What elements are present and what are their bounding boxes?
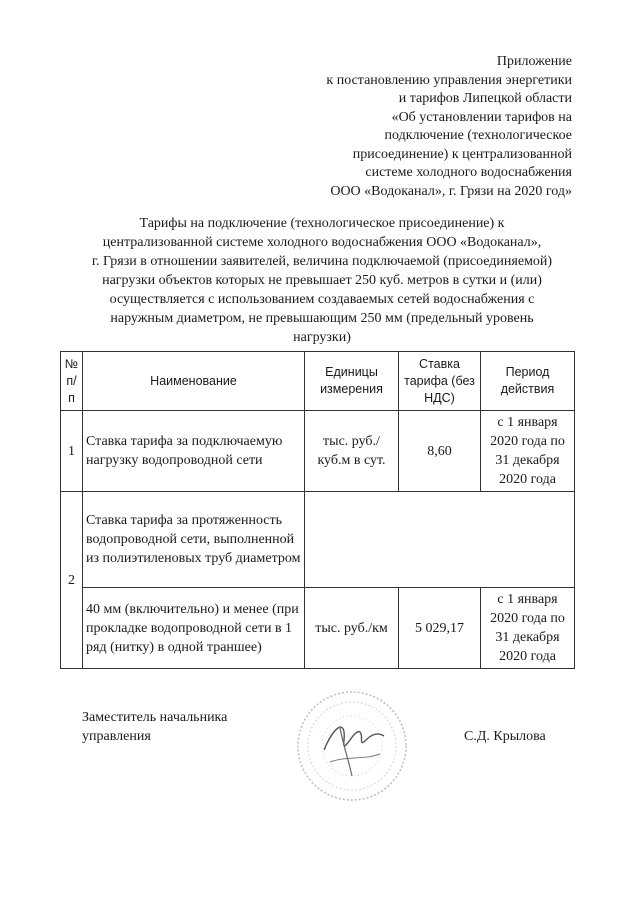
header-name: Наименование — [83, 352, 305, 411]
title-line: наружным диаметром, не превышающим 250 мм (предельный уровень — [110, 311, 534, 326]
signatory-name: С.Д. Крылова — [464, 729, 546, 744]
signatory-position — [82, 708, 227, 746]
table-row — [61, 492, 575, 588]
header-unit: Единицы измерения — [305, 352, 399, 411]
row2a-name: 40 мм (включительно) и менее (при прокладке водопроводной сети в 1 ряд (нитку) в одной траншее) — [83, 588, 305, 669]
appendix-header — [272, 53, 572, 201]
title-line: осуществляется с использованием создаваемых сетей водоснабжения с — [109, 292, 535, 307]
header-rate: Ставка тарифа (без НДС) — [399, 352, 481, 411]
appendix-line: «Об установлении тарифов на — [391, 109, 572, 125]
appendix-line: к постановлению управления энергетики — [326, 72, 572, 88]
row2a-unit: тыс. руб./км — [305, 588, 399, 669]
row2-name: Ставка тарифа за протяженность водопроводной сети, выполненной из полиэтиленовых труб диаметром — [83, 492, 305, 588]
appendix-line: присоединение) к централизованной — [352, 146, 572, 162]
title-line: нагрузки объектов которых не превышает 250 куб. метров в сутки и (или) — [102, 273, 542, 288]
title-line: нагрузки) — [293, 330, 351, 345]
title-line: г. Грязи в отношении заявителей, величина подключаемой (присоединяемой) — [91, 254, 553, 269]
row1-period: с 1 января 2020 года по 31 декабря 2020 года — [481, 411, 575, 492]
row1-rate: 8,60 — [399, 411, 481, 492]
appendix-line: Приложение — [496, 54, 572, 69]
document-title — [62, 214, 582, 347]
header-num: № п/п — [61, 352, 83, 411]
header-period: Период действия — [481, 352, 575, 411]
row2-empty-cell — [305, 492, 575, 588]
appendix-line: и тарифов Липецкой области — [398, 91, 572, 106]
tariff-table — [60, 351, 575, 669]
row1-name: Ставка тарифа за подключаемую нагрузку водопроводной сети — [83, 411, 305, 492]
position-line: управления — [82, 729, 151, 744]
title-line: Тарифы на подключение (технологическое присоединение) к — [139, 216, 505, 231]
row2a-period: с 1 января 2020 года по 31 декабря 2020 года — [481, 588, 575, 669]
appendix-line: ООО «Водоканал», г. Грязи на 2020 год» — [330, 183, 572, 199]
table-header-row — [61, 352, 575, 411]
table-row — [61, 411, 575, 492]
row1-num: 1 — [61, 411, 83, 492]
row1-unit: тыс. руб./ куб.м в сут. — [305, 411, 399, 492]
position-line: Заместитель начальника — [82, 710, 228, 725]
seal-stamp-with-signature-icon — [294, 688, 410, 804]
row2a-rate: 5 029,17 — [399, 588, 481, 669]
table-row — [61, 588, 575, 669]
row2-num: 2 — [61, 492, 83, 669]
appendix-line: подключение (технологическое — [384, 128, 572, 143]
appendix-line: системе холодного водоснабжения — [365, 165, 572, 180]
title-line: централизованной системе холодного водоснабжения ООО «Водоканал», — [102, 235, 542, 250]
